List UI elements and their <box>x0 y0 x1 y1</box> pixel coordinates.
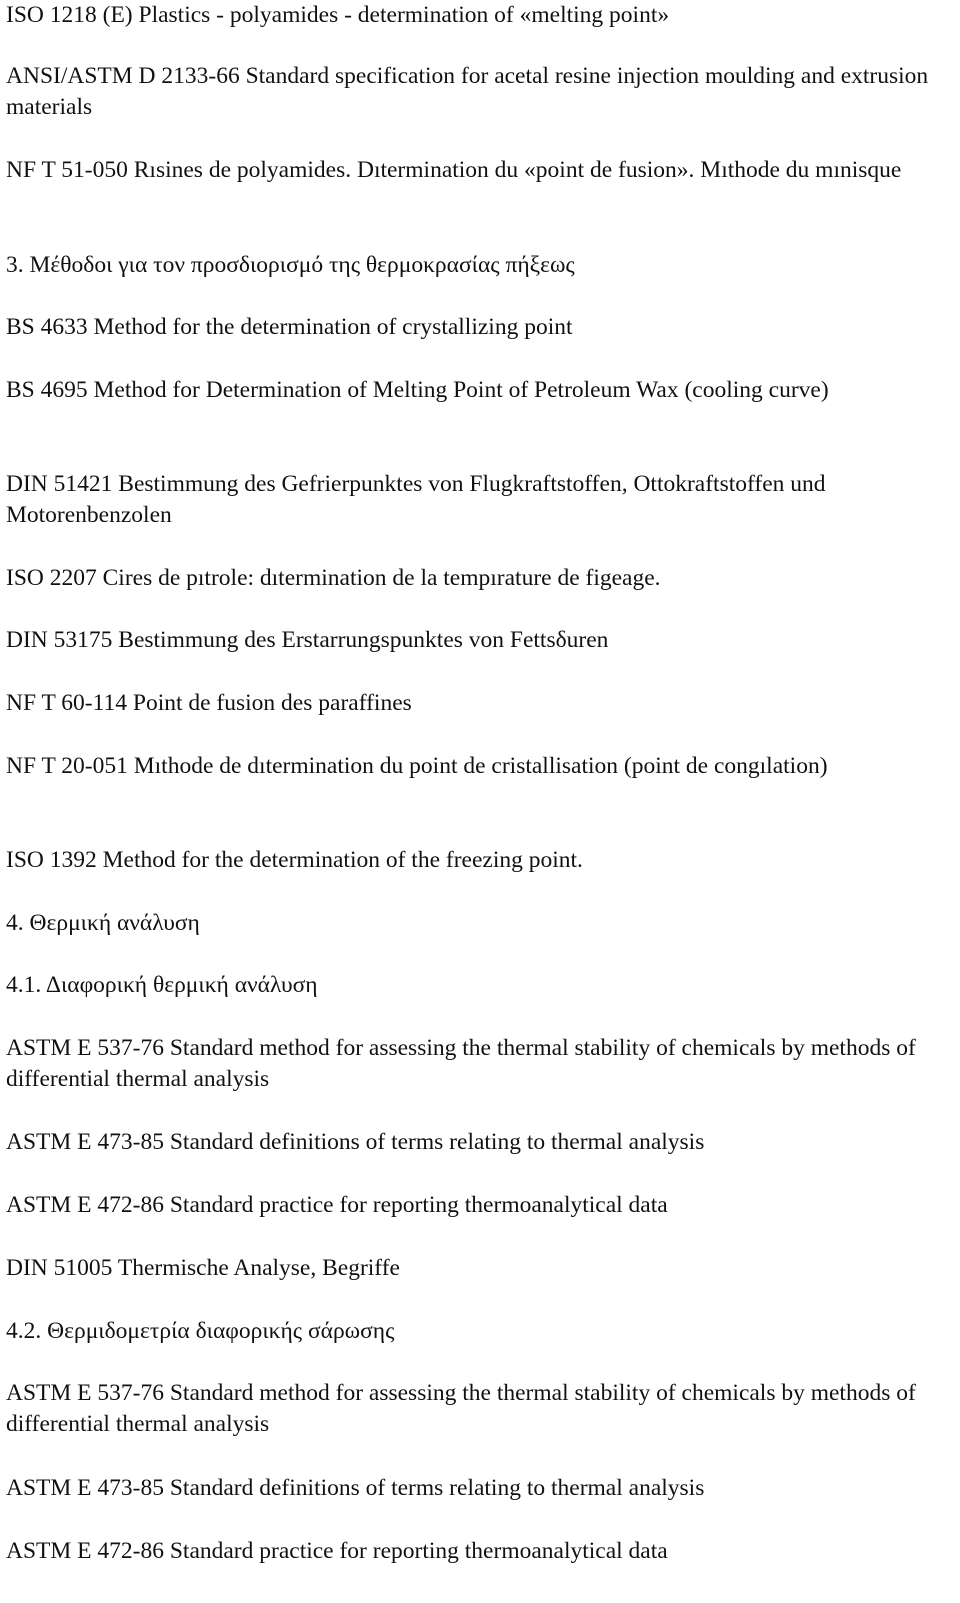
standard-entry-astm-e472-a: ASTM E 472-86 Standard practice for reporting thermoanalytical data <box>6 1192 668 1218</box>
standard-entry-bs-4633: BS 4633 Method for the determination of crystallizing point <box>6 314 573 340</box>
section-heading-4-2: 4.2. Θερμιδομετρία διαφορικής σάρωσης <box>6 1318 395 1344</box>
standard-entry-nf-t60-114: NF T 60-114 Point de fusion des paraffines <box>6 690 412 716</box>
standard-entry-iso-2207: ISO 2207 Cires de pıtrole: dıtermination de la tempırature de figeage. <box>6 565 661 591</box>
standard-entry-bs-4695: BS 4695 Method for Determination of Melting Point of Petroleum Wax (cooling curve) <box>6 377 829 403</box>
standard-entry-astm-e472-b: ASTM E 472-86 Standard practice for reporting thermoanalytical data <box>6 1538 668 1564</box>
section-heading-3: 3. Μέθοδοι για τον προσδιορισμό της θερμοκρασίας πήξεως <box>6 252 575 278</box>
section-heading-4: 4. Θερμική ανάλυση <box>6 910 200 936</box>
standard-entry-astm-d2133: ANSI/ASTM D 2133-66 Standard specification for acetal resine injection moulding and extrusion materials <box>6 63 929 120</box>
standard-entry-astm-e537-b: ASTM E 537-76 Standard method for assessing the thermal stability of chemicals by methods of differential thermal analysis <box>6 1380 916 1437</box>
standard-entry-din-51005: DIN 51005 Thermische Analyse, Begriffe <box>6 1255 400 1281</box>
standard-entry-astm-e473-a: ASTM E 473-85 Standard definitions of terms relating to thermal analysis <box>6 1129 705 1155</box>
standard-entry-nf-t51-050: NF T 51-050 Rısines de polyamides. Dıtermination du «point de fusion». Mıthode du mınisque <box>6 157 902 183</box>
section-heading-4-1: 4.1. Διαφορική θερμική ανάλυση <box>6 972 318 998</box>
standard-entry-iso-1392: ISO 1392 Method for the determination of the freezing point. <box>6 847 583 873</box>
standard-entry-astm-e537-a: ASTM E 537-76 Standard method for assessing the thermal stability of chemicals by methods of differential thermal analysis <box>6 1035 916 1092</box>
standard-entry-din-53175: DIN 53175 Bestimmung des Erstarrungspunktes von Fettsδuren <box>6 627 609 653</box>
standard-entry-iso-1218: ISO 1218 (E) Plastics - polyamides - determination of «melting point» <box>6 2 670 28</box>
standard-entry-nf-t20-051: NF T 20-051 Mıthode de dıtermination du point de cristallisation (point de congılation) <box>6 753 828 779</box>
standard-entry-astm-e473-b: ASTM E 473-85 Standard definitions of terms relating to thermal analysis <box>6 1475 705 1501</box>
standard-entry-din-51421: DIN 51421 Bestimmung des Gefrierpunktes von Flugkraftstoffen, Ottokraftstoffen und Motorenbenzolen <box>6 471 826 528</box>
